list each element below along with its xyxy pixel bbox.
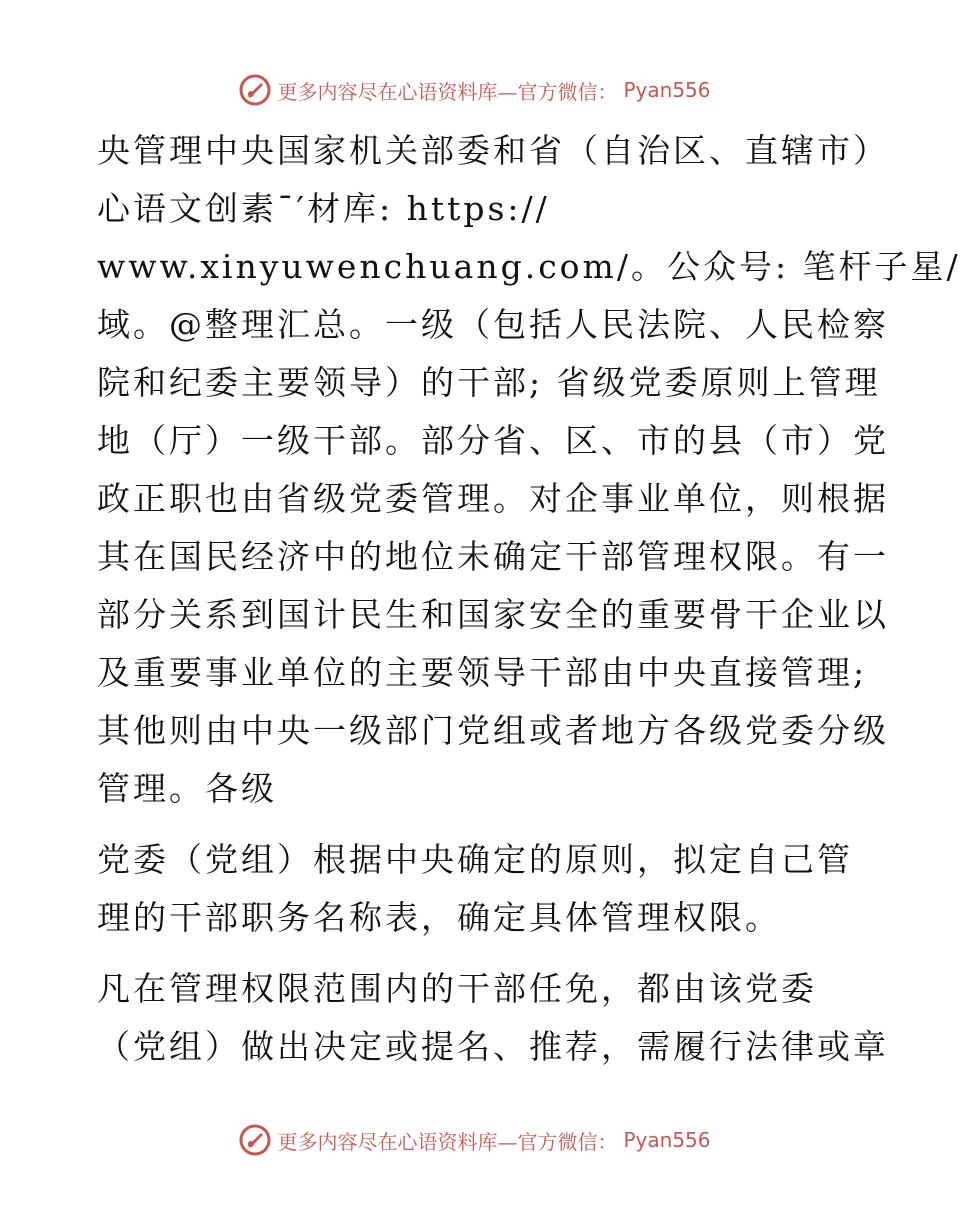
text-line: 地（厅）一级干部。部分省、区、市的县（市）党 [97,421,889,460]
paragraph-1 [97,122,961,818]
text-line: 管理。各级 [97,769,277,808]
paragraph-2 [97,831,857,947]
text-line: 院和纪委主要领导）的干部; 省级党委原则上管理 [97,363,881,402]
footer-watermark-banner [0,1120,950,1160]
text-line: 央管理中央国家机关部委和省（自治区、直辖市） [97,131,889,170]
text-line: 理的干部职务名称表，确定具体管理权限。 [97,898,781,937]
text-line: 党委（党组）根据中央确定的原则，拟定自己管 [97,840,853,879]
red-seal-logo-icon [239,1124,271,1156]
text-line: 凡在管理权限范围内的干部任免，都由该党委 [97,969,817,1008]
header-watermark-banner [0,70,950,110]
text-line: www.xinyuwenchuang.com/。公众号: 笔杆子星/ [97,247,961,286]
text-line: 部分关系到国计民生和国家安全的重要骨干企业以 [97,595,889,634]
paragraph-3 [97,960,889,1076]
banner-wechat-id: Pyan556 [623,1128,711,1152]
banner-text: 更多内容尽在心语资料库—官方微信： [277,79,618,104]
text-line: 及重要事业单位的主要领导干部由中央直接管理; [97,653,868,692]
text-line: 心语文创素¯′材库: https:// [97,189,550,228]
text-line: （党组）做出决定或提名、推荐，需履行法律或章 [97,1027,889,1066]
banner-wechat-id: Pyan556 [623,78,711,102]
document-body [97,122,961,1076]
red-seal-logo-icon [239,74,271,106]
banner-text: 更多内容尽在心语资料库—官方微信： [277,1129,618,1154]
text-line: 域。@整理汇总。一级（包括人民法院、人民检察 [97,305,889,344]
text-line: 其在国民经济中的地位未确定干部管理权限。有一 [97,537,889,576]
text-line: 政正职也由省级党委管理。对企事业单位，则根据 [97,479,889,518]
text-line: 其他则由中央一级部门党组或者地方各级党委分级 [97,711,889,750]
